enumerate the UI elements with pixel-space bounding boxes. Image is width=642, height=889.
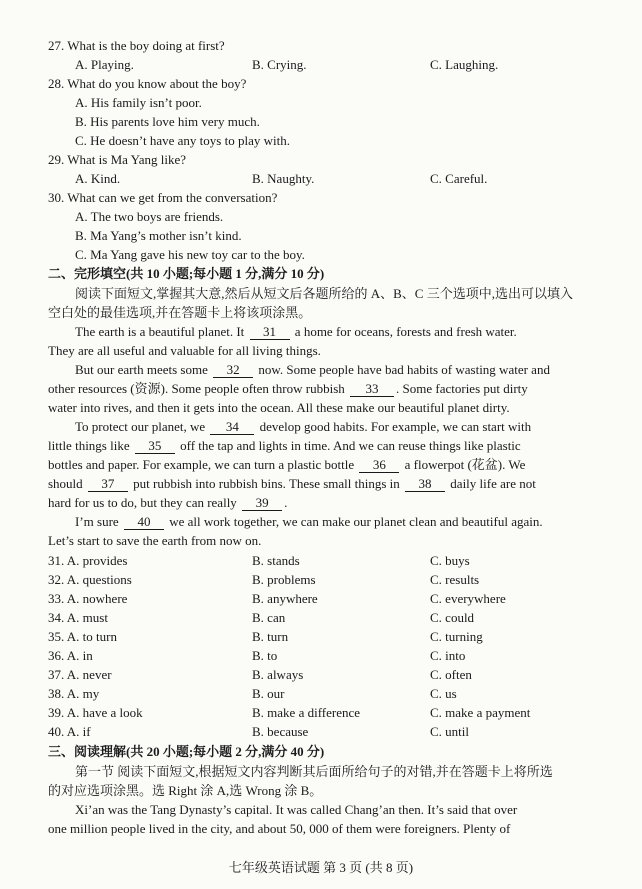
passage-line: [75, 361, 550, 379]
passage-text: hard for us to do, but they can really: [48, 495, 237, 510]
passage-line: [48, 380, 528, 398]
passage-line: Let’s start to save the earth from now on.: [48, 533, 262, 548]
question-28-option-b: B. His parents love him very much.: [75, 114, 260, 129]
passage-text: .: [284, 495, 288, 510]
section-2-heading: 二、完形填空(共 10 小题;每小题 1 分,满分 10 分): [48, 266, 325, 281]
question-29-stem: 29. What is Ma Yang like?: [48, 152, 187, 167]
passage-text: I’m sure: [75, 514, 119, 529]
passage-text: a flowerpot (花盆). We: [404, 457, 526, 472]
option-32-c: C. results: [430, 572, 480, 587]
question-30-option-a: A. The two boys are friends.: [75, 209, 224, 224]
question-29-option-a: A. Kind.: [75, 171, 121, 186]
option-37-a: 37. A. never: [48, 667, 112, 682]
option-35-b: B. turn: [252, 629, 289, 644]
option-40-c: C. until: [430, 724, 470, 739]
option-33-a: 33. A. nowhere: [48, 591, 128, 606]
question-30-option-b: B. Ma Yang’s mother isn’t kind.: [75, 228, 242, 243]
page-footer: 七年级英语试题 第 3 页 (共 8 页): [228, 860, 414, 875]
option-32-a: 32. A. questions: [48, 572, 132, 587]
reading-passage-line: one million people lived in the city, and about 50, 000 of them were foreigners. Plenty of: [48, 821, 511, 836]
passage-text: develop good habits. For example, we can start with: [259, 419, 532, 434]
passage-text: a home for oceans, forests and fresh water.: [294, 324, 517, 339]
blank-32: 32: [213, 362, 253, 378]
passage-line: [48, 494, 287, 512]
option-38-a: 38. A. my: [48, 686, 100, 701]
question-27-option-a: A. Playing.: [75, 57, 134, 72]
passage-line: [48, 437, 521, 455]
passage-line: They are all useful and valuable for all living things.: [48, 343, 321, 358]
option-36-b: B. to: [252, 648, 278, 663]
option-35-c: C. turning: [430, 629, 483, 644]
passage-text: should: [48, 476, 83, 491]
question-30-option-c: C. Ma Yang gave his new toy car to the boy.: [75, 247, 305, 262]
option-31-a: 31. A. provides: [48, 553, 128, 568]
passage-text: off the tap and lights in time. And we can reuse things like plastic: [180, 438, 521, 453]
passage-text: put rubbish into rubbish bins. These small things in: [133, 476, 400, 491]
passage-text: But our earth meets some: [75, 362, 208, 377]
option-37-c: C. often: [430, 667, 472, 682]
section-3-instruction-line-2: 的对应选项涂黑。选 Right 涂 A,选 Wrong 涂 B。: [48, 783, 323, 798]
option-38-b: B. our: [252, 686, 285, 701]
question-28-option-c: C. He doesn’t have any toys to play with.: [75, 133, 290, 148]
option-36-c: C. into: [430, 648, 466, 663]
question-28-stem: 28. What do you know about the boy?: [48, 76, 247, 91]
passage-text: little things like: [48, 438, 130, 453]
option-40-a: 40. A. if: [48, 724, 91, 739]
blank-34: 34: [210, 419, 254, 435]
passage-text: The earth is a beautiful planet. It: [75, 324, 245, 339]
section-2-instruction-line-2: 空白处的最佳选项,并在答题卡上将该项涂黑。: [48, 305, 312, 320]
option-38-c: C. us: [430, 686, 457, 701]
passage-line: [48, 475, 536, 493]
section-2-instruction-line-1: 阅读下面短文,掌握其大意,然后从短文后各题所给的 A、B、C 三个选项中,选出可以填入: [75, 286, 573, 301]
passage-text: bottles and paper. For example, we can turn a plastic bottle: [48, 457, 355, 472]
blank-36: 36: [359, 457, 399, 473]
question-27-option-b: B. Crying.: [252, 57, 307, 72]
passage-line: [75, 323, 517, 341]
question-29-option-c: C. Careful.: [430, 171, 488, 186]
option-34-b: B. can: [252, 610, 286, 625]
option-39-a: 39. A. have a look: [48, 705, 143, 720]
question-29-option-b: B. Naughty.: [252, 171, 315, 186]
passage-line: [75, 513, 543, 531]
option-33-c: C. everywhere: [430, 591, 506, 606]
section-3-heading: 三、阅读理解(共 20 小题;每小题 2 分,满分 40 分): [48, 744, 325, 759]
option-32-b: B. problems: [252, 572, 316, 587]
passage-line: [48, 456, 525, 474]
passage-line: [75, 418, 531, 436]
passage-text: other resources (资源). Some people often throw rubbish: [48, 381, 345, 396]
question-27-stem: 27. What is the boy doing at first?: [48, 38, 225, 53]
option-37-b: B. always: [252, 667, 304, 682]
passage-text: To protect our planet, we: [75, 419, 206, 434]
passage-text: . Some factories put dirty: [396, 381, 528, 396]
option-34-c: C. could: [430, 610, 475, 625]
passage-line: water into rives, and then it gets into the ocean. All these make our beautiful planet dirty.: [48, 400, 510, 415]
blank-33: 33: [350, 381, 394, 397]
option-34-a: 34. A. must: [48, 610, 108, 625]
blank-35: 35: [135, 438, 175, 454]
reading-passage-line: Xi’an was the Tang Dynasty’s capital. It was called Chang’an then. It’s said that over: [75, 802, 518, 817]
passage-text: now. Some people have bad habits of wasting water and: [258, 362, 550, 377]
passage-text: we all work together, we can make our planet clean and beautiful again.: [169, 514, 543, 529]
option-35-a: 35. A. to turn: [48, 629, 117, 644]
option-33-b: B. anywhere: [252, 591, 318, 606]
option-39-b: B. make a difference: [252, 705, 361, 720]
blank-37: 37: [88, 476, 128, 492]
option-31-c: C. buys: [430, 553, 470, 568]
question-30-stem: 30. What can we get from the conversation?: [48, 190, 278, 205]
section-3-instruction-line-1: 第一节 阅读下面短文,根据短文内容判断其后面所给句子的对错,并在答题卡上将所选: [75, 764, 553, 779]
blank-39: 39: [242, 495, 282, 511]
option-31-b: B. stands: [252, 553, 300, 568]
blank-40: 40: [124, 514, 164, 530]
passage-text: daily life are not: [450, 476, 536, 491]
question-27-option-c: C. Laughing.: [430, 57, 499, 72]
blank-38: 38: [405, 476, 445, 492]
option-36-a: 36. A. in: [48, 648, 93, 663]
option-39-c: C. make a payment: [430, 705, 531, 720]
blank-31: 31: [250, 324, 290, 340]
question-28-option-a: A. His family isn’t poor.: [75, 95, 202, 110]
option-40-b: B. because: [252, 724, 309, 739]
